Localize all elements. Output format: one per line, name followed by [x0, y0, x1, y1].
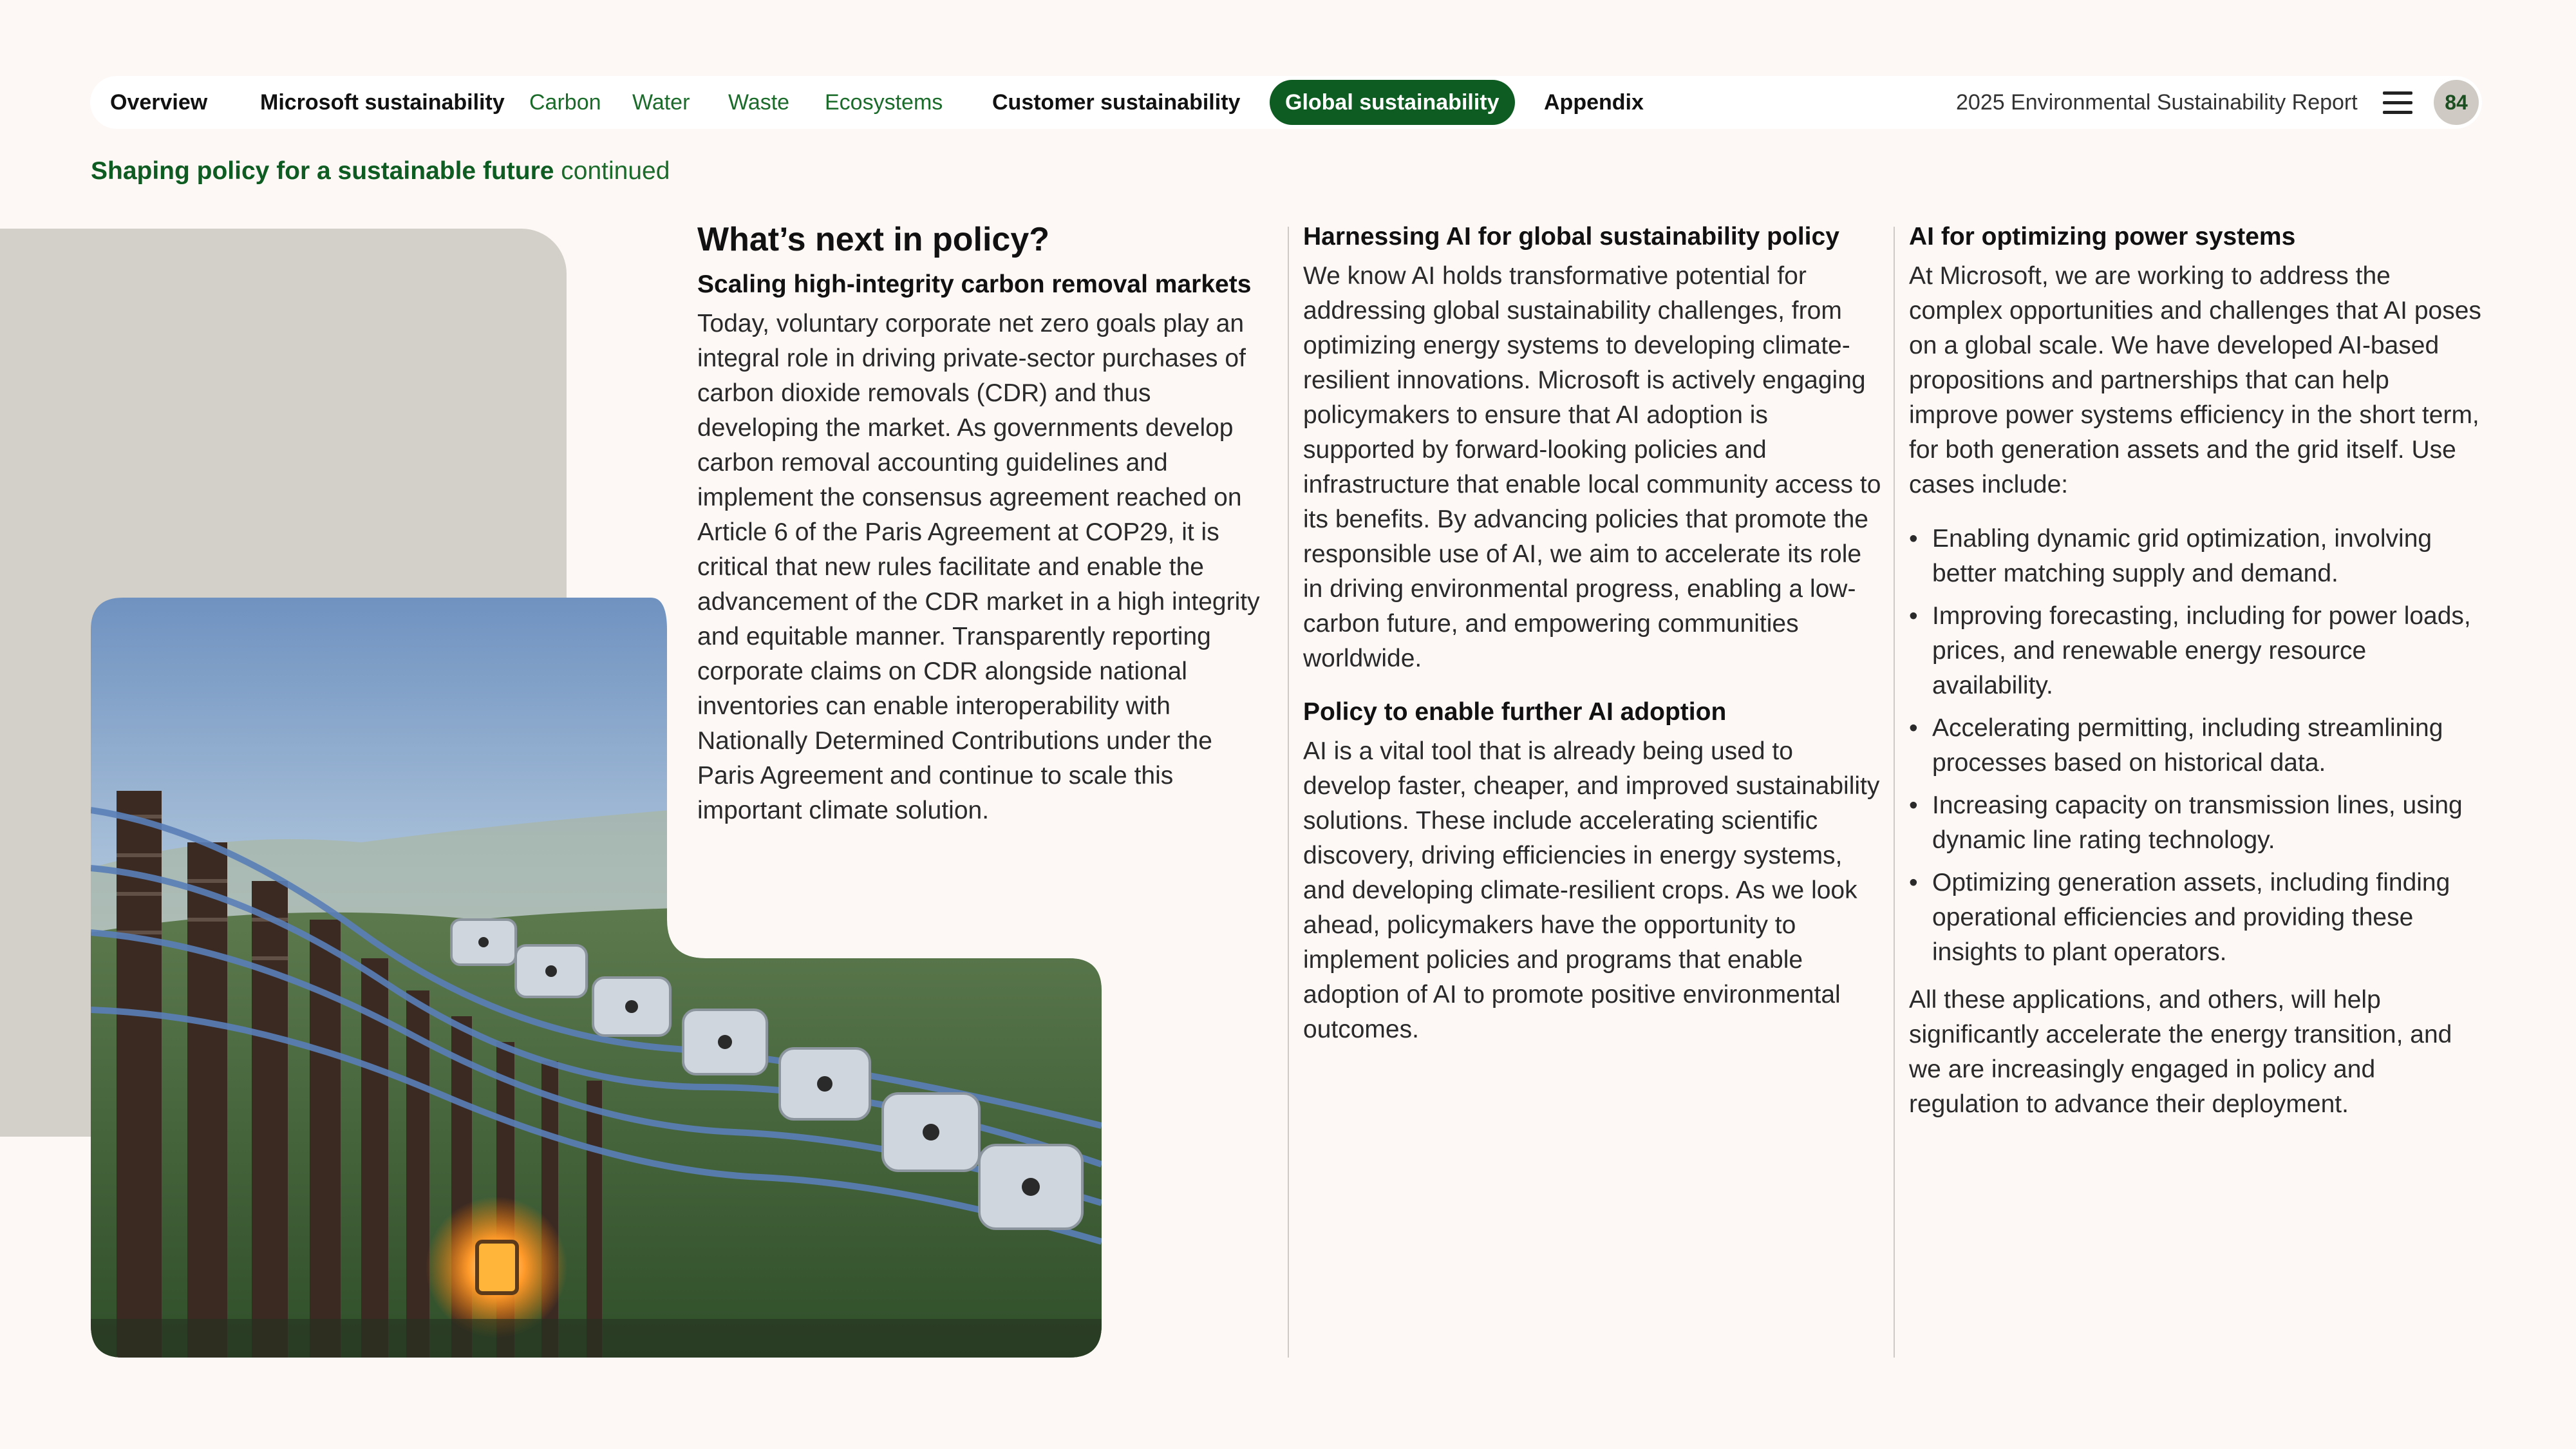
column-ai-policy — [1303, 220, 1883, 1047]
use-case-item: • Optimizing generation assets, including finding operational efficiencies and providing these insights to plant operators. — [1932, 866, 2482, 970]
carbon-removal-body: Today, voluntary corporate net zero goals play an integral role in driving private-sector purchases of carbon dioxide removals (CDR) and thus developing the market. As governments develop carbon removal accounting guidelines and implement the consensus agreement reached on Article 6 of the Paris Agreement at COP29, it is critical that new rules facilitate and enable the advancement of the CDR market in a high integrity and equitable manner. Transparently reporting corporate claims on CDR alongside national inventories can enable interoperability with Nationally Determined Contributions under the Paris Agreement and continue to scale this important climate solution. — [697, 310, 1260, 824]
use-case-item: • Improving forecasting, including for power loads, prices, and renewable energy resource availability. — [1932, 599, 2482, 703]
column-power-systems — [1909, 220, 2482, 1122]
column-divider — [1894, 227, 1895, 1358]
ai-sustainability-heading: Harnessing AI for global sustainability policy — [1303, 223, 1839, 251]
report-title: 2025 Environmental Sustainability Report — [1956, 90, 2358, 115]
nav-item-appendix[interactable]: Appendix — [1544, 90, 1644, 115]
use-case-item: • Enabling dynamic grid optimization, involving better matching supply and demand. — [1932, 522, 2482, 591]
ai-adoption-body: AI is a vital tool that is already being used to develop faster, cheaper, and improved sustainability solutions. These include accelerating scientific discovery, driving efficiencies in energy systems, and developing climate-resilient crops. As we look ahead, policymakers have the opportunity to implement policies and programs that enable adoption of AI to promote positive environmental outcomes. — [1303, 737, 1880, 1043]
menu-icon[interactable] — [2383, 91, 2415, 115]
nav-item-microsoft-sustainability[interactable]: Microsoft sustainability — [260, 90, 505, 115]
page-number-badge: 84 — [2434, 80, 2479, 125]
column-whats-next — [697, 220, 1264, 828]
power-systems-heading: AI for optimizing power systems — [1909, 223, 2296, 251]
top-navigation — [90, 76, 2482, 129]
column-divider — [1288, 227, 1289, 1358]
nav-item-global-sustainability[interactable]: Global sustainability — [1270, 80, 1515, 125]
section-title: Shaping policy for a sustainable future — [91, 157, 554, 185]
nav-item-waste[interactable]: Waste — [728, 90, 790, 115]
nav-item-ecosystems[interactable]: Ecosystems — [825, 90, 943, 115]
nav-item-overview[interactable]: Overview — [110, 90, 208, 115]
nav-item-customer-sustainability[interactable]: Customer sustainability — [992, 90, 1241, 115]
power-systems-closing: All these applications, and others, will help significantly accelerate the energy transition, and we are increasingly engaged in policy and regulation to advance their deployment. — [1909, 986, 2452, 1118]
carbon-removal-subheading: Scaling high-integrity carbon removal markets — [697, 270, 1252, 298]
use-case-item: • Increasing capacity on transmission lines, using dynamic line rating technology. — [1932, 788, 2482, 858]
ai-sustainability-body: We know AI holds transformative potential for addressing global sustainability challenges, from optimizing energy systems to developing climate-resilient innovations. Microsoft is actively engaging policymakers to ensure that AI adoption is supported by forward-looking policies and infrastructure that enable local community access to its benefits. By advancing policies that promote the responsible use of AI, we aim to accelerate its role in driving environmental progress, enabling a low-carbon future, and empowering communities worldwide. — [1303, 262, 1881, 672]
power-systems-intro: At Microsoft, we are working to address the complex opportunities and challenges that AI poses on a global scale. We have developed AI-based propositions and partnerships that can help improve power systems efficiency in the short term, for both generation assets and the grid itself. Use cases include: — [1909, 262, 2481, 498]
nav-item-carbon[interactable]: Carbon — [529, 90, 601, 115]
ai-adoption-heading: Policy to enable further AI adoption — [1303, 698, 1727, 726]
use-case-item: • Accelerating permitting, including streamlining processes based on historical data. — [1932, 711, 2482, 781]
section-continued-label: continued — [561, 157, 670, 185]
use-case-list — [1909, 522, 2482, 970]
nav-item-water[interactable]: Water — [632, 90, 690, 115]
whats-next-heading: What’s next in policy? — [697, 221, 1050, 258]
section-header — [91, 157, 670, 185]
